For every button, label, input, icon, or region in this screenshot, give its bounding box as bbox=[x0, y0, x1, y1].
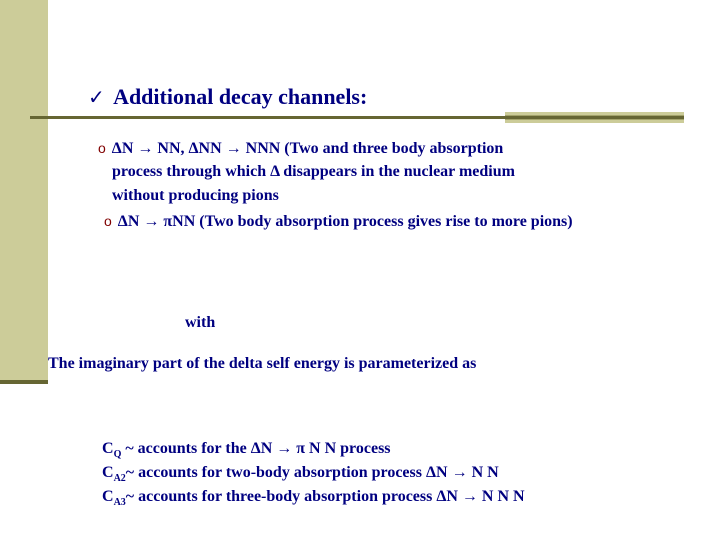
coefficient-description: ~ accounts for two-body absorption process ΔN → N N bbox=[125, 464, 499, 481]
coefficient-subscript: A2 bbox=[113, 473, 126, 484]
coefficient-description: ~ accounts for three-body absorption process ΔN → N N N bbox=[125, 488, 525, 505]
title-rule bbox=[30, 116, 684, 119]
slide-title bbox=[88, 84, 367, 110]
coefficient-ca2 bbox=[102, 463, 499, 489]
coefficient-symbol: C bbox=[102, 488, 114, 505]
with-label: with bbox=[185, 314, 216, 331]
coefficient-description: ~ accounts for the ΔN → π N N process bbox=[121, 440, 391, 457]
coefficient-symbol: C bbox=[102, 440, 114, 457]
sidebar-bottom-rule bbox=[0, 380, 48, 384]
coefficient-subscript: Q bbox=[113, 449, 122, 460]
bullet-2-text-1: ΔN → πNN (Two body absorption process gives rise to more pions) bbox=[117, 213, 573, 230]
bullet-1-line-1 bbox=[98, 138, 503, 159]
coefficient-subscript: A3 bbox=[113, 497, 126, 508]
coefficient-ca3 bbox=[102, 487, 525, 513]
coefficient-symbol: C bbox=[102, 464, 114, 481]
sidebar-decoration bbox=[0, 0, 48, 384]
checkmark-icon: ✓ bbox=[88, 85, 105, 109]
bullet-2-line-1 bbox=[104, 211, 573, 232]
bullet-1-line-3: without producing pions bbox=[112, 187, 279, 204]
bullet-1-line-2: process through which Δ disappears in the nuclear medium bbox=[112, 163, 515, 180]
bullet-1-text-1: ΔN → NN, ΔNN → NNN (Two and three body absorption bbox=[111, 140, 504, 157]
bullet-icon: o bbox=[104, 213, 112, 229]
coefficient-cq bbox=[102, 439, 391, 465]
slide-title-text: Additional decay channels: bbox=[113, 84, 368, 109]
bullet-icon: o bbox=[98, 140, 106, 156]
imaginary-part-text: The imaginary part of the delta self energy is parameterized as bbox=[48, 355, 477, 372]
